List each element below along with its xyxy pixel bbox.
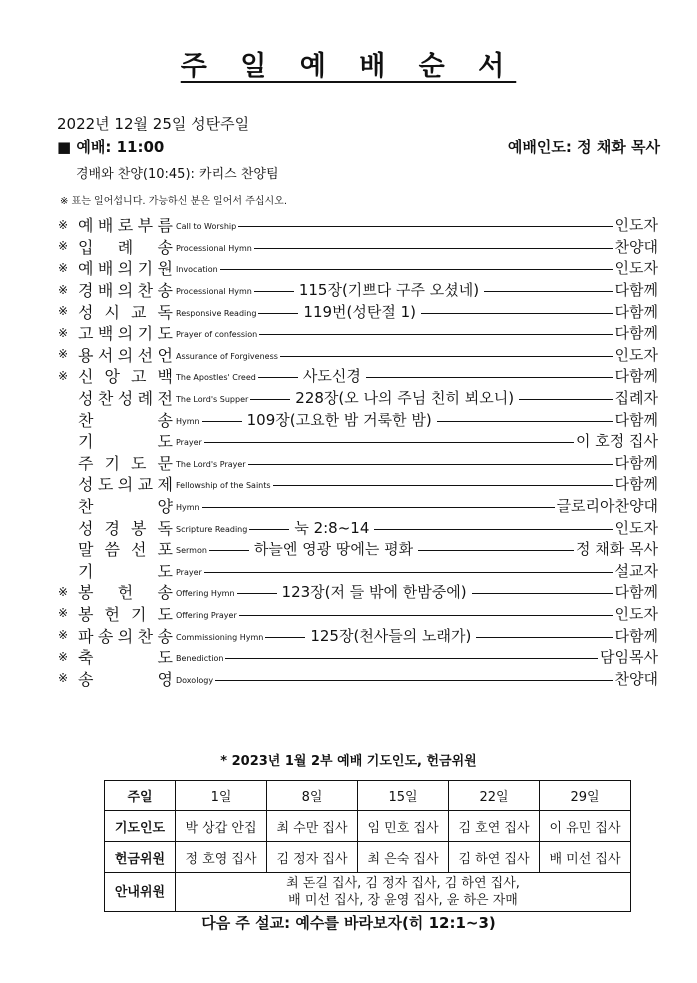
schedule-cell: 박 상갑 안집 (176, 811, 267, 842)
leader-line (258, 313, 298, 314)
order-item (58, 516, 658, 538)
schedule-header: 8일 (267, 781, 358, 811)
stand-mark: ※ (58, 325, 69, 340)
order-item (58, 452, 658, 474)
order-item (58, 495, 658, 517)
order-item-english: Responsive Reading (176, 308, 257, 318)
leader-line (472, 593, 613, 594)
leader-line (273, 485, 613, 486)
order-item (58, 300, 658, 322)
service-time: ■ 예배: 11:00 (57, 138, 165, 156)
order-item-english: Fellowship of the Saints (176, 481, 271, 491)
order-item-person: 다함께 (614, 302, 658, 321)
order-item-person: 인도자 (614, 518, 658, 537)
order-item-detail: 119번(성탄절 1) (303, 302, 417, 321)
schedule-table (104, 780, 631, 912)
leader-line (204, 442, 574, 443)
order-item-name: 성 시 교 독 (78, 302, 173, 322)
stand-mark: ※ (58, 304, 69, 319)
order-item-name: 성 도 의 교 제 (78, 475, 173, 495)
order-item-person: 다함께 (614, 453, 658, 472)
schedule-cell: 임 민호 집사 (358, 811, 449, 842)
order-item-english: Offering Hymn (176, 589, 235, 599)
order-item-english: Call to Worship (176, 222, 237, 232)
order-item-detail: 228장(오 나의 주님 친히 뵈오니) (295, 389, 515, 408)
order-item-name: 성 찬 성 례 전 (78, 389, 173, 409)
order-item-person: 다함께 (614, 475, 658, 494)
order-item-name: 입 례 송 (78, 237, 173, 257)
order-item-detail: 하늘엔 영광 땅에는 평화 (253, 540, 414, 559)
order-item (58, 365, 658, 387)
leader-line (374, 529, 612, 530)
order-item (58, 430, 658, 452)
stand-mark: ※ (58, 368, 69, 383)
page-title: 주 일 예 배 순 서 (180, 51, 517, 82)
order-item-english: The Lord's Prayer (176, 459, 246, 469)
order-item-person: 글로리아찬양대 (556, 497, 658, 516)
order-item (58, 646, 658, 668)
order-item-english: Prayer of confession (176, 330, 258, 340)
order-item-english: Processional Hymn (176, 243, 252, 253)
order-item-english: Prayer (176, 567, 202, 577)
leader-line (225, 658, 598, 659)
order-item (58, 473, 658, 495)
order-item-english: Offering Prayer (176, 610, 237, 620)
order-item-detail: 109장(고요한 밤 거룩한 밤) (246, 410, 432, 429)
schedule-row-label: 안내위원 (105, 873, 176, 912)
order-item-name: 신 앙 고 백 (78, 367, 173, 387)
order-item-english: Assurance of Forgiveness (176, 351, 278, 361)
order-item-name: 주 기 도 문 (78, 453, 173, 473)
order-item-english: Hymn (176, 503, 200, 513)
schedule-header: 1일 (176, 781, 267, 811)
order-item-detail: 사도신경 (302, 367, 361, 386)
order-item-name: 찬 송 (78, 410, 173, 430)
schedule-header: 29일 (540, 781, 631, 811)
standing-note: ※ 표는 일어섭니다. 가능하신 분은 일어서 주십시오. (60, 196, 288, 207)
stand-mark: ※ (58, 606, 69, 621)
order-item-english: Processional Hymn (176, 287, 252, 297)
leader-line (248, 464, 613, 465)
leader-line (209, 550, 249, 551)
order-item-name: 예 배 로 부 름 (78, 216, 173, 236)
ushers-line: 배 미선 집사, 장 윤영 집사, 윤 하은 자매 (288, 893, 518, 908)
schedule-cell: 김 하연 집사 (449, 842, 540, 873)
stand-mark: ※ (58, 347, 69, 362)
leader-line (258, 377, 298, 378)
order-item-person: 찬양대 (614, 669, 658, 688)
leader-line (254, 291, 294, 292)
order-item-english: Scripture Reading (176, 524, 248, 534)
stand-mark: ※ (58, 649, 69, 664)
order-item-person: 인도자 (614, 345, 658, 364)
order-item-english: Hymn (176, 416, 200, 426)
schedule-row-ushers (105, 873, 631, 912)
schedule-row-label: 기도인도 (105, 811, 176, 842)
leader-line (237, 593, 277, 594)
order-item (58, 603, 658, 625)
leader-line (280, 356, 613, 357)
order-item-english: Prayer (176, 438, 202, 448)
stand-mark: ※ (58, 217, 69, 232)
order-item-person: 다함께 (614, 324, 658, 343)
leader-line (202, 507, 555, 508)
schedule-cell: 이 유민 집사 (540, 811, 631, 842)
order-item-name: 고 백 의 기 도 (78, 324, 173, 344)
order-item-person: 담임목사 (600, 648, 658, 667)
order-item-person: 이 호정 집사 (576, 432, 658, 451)
order-item-person: 인도자 (614, 216, 658, 235)
leader-line (519, 399, 612, 400)
order-item (58, 624, 658, 646)
order-item-name: 말 씀 선 포 (78, 540, 173, 560)
stand-mark: ※ (58, 239, 69, 254)
order-item-name: 용 서 의 선 언 (78, 345, 173, 365)
order-item (58, 279, 658, 301)
stand-mark: ※ (58, 671, 69, 686)
order-item-person: 집례자 (614, 389, 658, 408)
order-item (58, 257, 658, 279)
schedule-row-label: 헌금위원 (105, 842, 176, 873)
leader-line (366, 377, 613, 378)
order-item-name: 경 배 의 찬 송 (78, 281, 173, 301)
order-item-detail: 115장(기쁘다 구주 오셨네) (298, 281, 480, 300)
order-item-english: Benediction (176, 654, 224, 664)
schedule-cell: 최 수만 집사 (267, 811, 358, 842)
order-item-name: 성 경 봉 독 (78, 518, 173, 538)
order-item (58, 408, 658, 430)
schedule-cell: 정 호영 집사 (176, 842, 267, 873)
order-item (58, 344, 658, 366)
order-item-english: The Lord's Supper (176, 395, 249, 405)
order-item-person: 다함께 (614, 583, 658, 602)
order-item-english: Sermon (176, 546, 207, 556)
ushers-line: 최 돈길 집사, 김 정자 집사, 김 하연 집사, (286, 876, 520, 891)
order-item (58, 667, 658, 689)
schedule-cell: 배 미선 집사 (540, 842, 631, 873)
next-sermon: 다음 주 설교: 예수를 바라보자(히 12:1~3) (201, 914, 496, 932)
schedule-row-prayer (105, 811, 631, 842)
service-leader: 예배인도: 정 채화 목사 (507, 138, 660, 156)
order-of-worship (58, 214, 658, 689)
order-item-detail: 125장(천사들의 노래가) (310, 626, 472, 645)
schedule-row-offering (105, 842, 631, 873)
schedule-cell: 최 은숙 집사 (358, 842, 449, 873)
order-item-name: 축 도 (78, 648, 173, 668)
order-item (58, 236, 658, 258)
leader-line (220, 269, 613, 270)
order-item-person: 다함께 (614, 410, 658, 429)
order-item-name: 송 영 (78, 669, 173, 689)
praise-team: 경배와 찬양(10:45): 카리스 찬양팀 (76, 167, 279, 182)
order-item-name: 봉 헌 송 (78, 583, 173, 603)
order-item-name: 예 배 의 기 원 (78, 259, 173, 279)
order-item-english: The Apostles' Creed (176, 373, 256, 383)
order-item (58, 322, 658, 344)
ushers-cell (176, 873, 631, 912)
schedule-cell: 김 호연 집사 (449, 811, 540, 842)
order-item (58, 387, 658, 409)
order-item-name: 기 도 (78, 561, 173, 581)
order-item-person: 정 채화 목사 (576, 540, 658, 559)
order-item (58, 560, 658, 582)
leader-line (421, 313, 613, 314)
stand-mark: ※ (58, 628, 69, 643)
leader-line (215, 680, 612, 681)
order-item-detail: 눅 2:8~14 (294, 518, 370, 537)
leader-line (202, 421, 242, 422)
order-item-person: 다함께 (614, 626, 658, 645)
order-item-person: 설교자 (614, 561, 658, 580)
stand-mark: ※ (58, 584, 69, 599)
schedule-header: 22일 (449, 781, 540, 811)
leader-line (484, 291, 612, 292)
schedule-header-row (105, 781, 631, 811)
order-item-detail: 123장(저 들 밖에 한밤중에) (281, 583, 467, 602)
order-item-english: Invocation (176, 265, 218, 275)
order-item (58, 214, 658, 236)
order-item (58, 538, 658, 560)
schedule-title: * 2023년 1월 2부 예배 기도인도, 헌금위원 (220, 754, 477, 769)
leader-line (476, 637, 612, 638)
leader-line (238, 226, 612, 227)
service-date: 2022년 12월 25일 성탄주일 (57, 115, 250, 133)
stand-mark: ※ (58, 282, 69, 297)
order-item-person: 다함께 (614, 367, 658, 386)
order-item (58, 581, 658, 603)
leader-line (249, 529, 289, 530)
leader-line (259, 334, 612, 335)
order-item-name: 파 송 의 찬 송 (78, 626, 173, 646)
leader-line (437, 421, 613, 422)
order-item-person: 인도자 (614, 604, 658, 623)
leader-line (254, 248, 613, 249)
stand-mark: ※ (58, 260, 69, 275)
order-item-name: 찬 양 (78, 497, 173, 517)
order-item-person: 찬양대 (614, 237, 658, 256)
leader-line (265, 637, 305, 638)
order-item-person: 인도자 (614, 259, 658, 278)
order-item-english: Commissioning Hymn (176, 632, 264, 642)
leader-line (204, 572, 613, 573)
schedule-header: 15일 (358, 781, 449, 811)
leader-line (239, 615, 613, 616)
leader-line (250, 399, 290, 400)
order-item-name: 기 도 (78, 432, 173, 452)
schedule-header: 주일 (105, 781, 176, 811)
order-item-name: 봉 헌 기 도 (78, 604, 173, 624)
schedule-cell: 김 정자 집사 (267, 842, 358, 873)
order-item-person: 다함께 (614, 281, 658, 300)
order-item-english: Doxology (176, 675, 214, 685)
leader-line (418, 550, 574, 551)
